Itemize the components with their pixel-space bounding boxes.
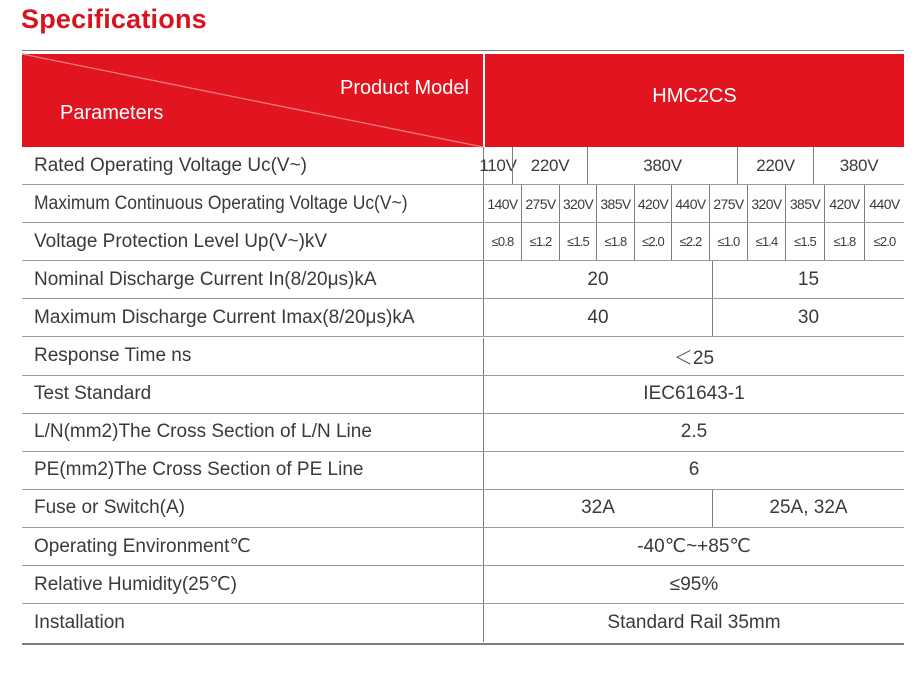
value-cell: ≤95% [669,573,719,595]
parameter-label [22,604,484,642]
header-parameters-cell [22,54,483,147]
value-cell: 380V [813,147,904,184]
parameter-values [484,604,904,642]
value-cell: 440V [671,185,709,222]
value-cell: 420V [824,185,864,222]
value-cell: 440V [864,185,904,222]
parameter-label-text: Installation [34,612,125,634]
value-cell: ≤1.5 [785,223,824,260]
table-row [22,261,904,299]
parameter-label [22,223,484,260]
value-cell: 275V [521,185,559,222]
value-cell: ≤1.8 [596,223,634,260]
parameter-label-text: Response Time ns [34,345,192,366]
table-row [22,566,904,604]
parameter-label [22,299,484,336]
parameter-values [484,261,904,298]
value-cell: 420V [634,185,671,222]
value-cell: ≤1.4 [747,223,785,260]
value-cell: Standard Rail 35mm [607,612,781,634]
value-cell: 220V [737,147,813,184]
parameter-values [484,490,904,527]
value-cell: ≤2.0 [864,223,904,260]
parameter-label-text: L/N(mm2)The Cross Section of L/N Line [34,421,372,443]
value-cell: 25A, 32A [712,490,904,527]
value-cell: 15 [712,261,904,298]
parameter-label-text: Maximum Discharge Current Imax(8/20μs)kA [34,306,415,328]
parameter-values [484,299,904,336]
parameter-label [22,452,484,489]
parameter-label [22,338,484,375]
header-parameters-label: Parameters [60,102,164,124]
parameter-label-text: Rated Operating Voltage Uc(V~) [34,154,308,176]
value-cell: 110V [479,155,517,175]
value-cell: 2.5 [680,421,708,443]
table-row [22,338,904,376]
table-row [22,452,904,490]
value-cell: 275V [709,185,747,222]
parameter-label [22,376,484,413]
value-cell: ≤1.0 [709,223,747,260]
parameter-label-text: Voltage Protection Level Up(V~)kV [34,230,328,252]
table-row [22,223,904,261]
parameter-label-text: Relative Humidity(25℃) [34,574,237,596]
table-row [22,604,904,642]
parameter-values [484,223,904,260]
parameter-label [22,528,484,565]
parameter-label [22,185,484,222]
parameter-values [484,566,904,603]
specifications-table [22,50,904,645]
table-row [22,376,904,414]
parameter-values [484,528,904,565]
table-row [22,490,904,528]
value-cell: 380V [587,147,737,184]
value-cell: ≤1.8 [824,223,864,260]
parameter-values [484,452,904,489]
value-cell: 20 [587,268,609,290]
page-title: Specifications [21,4,207,34]
value-cell: 385V [596,185,634,222]
value-cell: ≤1.2 [521,223,559,260]
value-cell: ≤2.0 [634,223,671,260]
value-cell: -40℃~+85℃ [637,536,751,557]
parameter-values [484,376,904,413]
value-cell: ≤1.5 [559,223,596,260]
value-cell: 40 [587,306,609,328]
value-cell: ＜25 [673,347,715,369]
parameter-values [479,147,904,184]
table-row [22,414,904,452]
parameter-label [22,261,484,298]
parameter-label-text: Nominal Discharge Current In(8/20μs)kA [34,268,377,290]
value-cell: ≤0.8 [491,234,514,250]
table-row [22,528,904,566]
header-diagonal-line [22,54,483,147]
parameter-label [22,566,484,603]
value-cell: 320V [747,185,785,222]
header-product-model-label: Product Model [340,77,469,99]
value-cell: 320V [559,185,596,222]
value-cell: 30 [712,299,904,336]
header-model-value: HMC2CS [652,85,737,107]
parameter-values [484,414,904,451]
parameter-label-text: Operating Environment℃ [34,536,251,557]
parameter-label-text: PE(mm2)The Cross Section of PE Line [34,459,364,481]
parameter-label [22,490,484,527]
parameter-label-text: Test Standard [34,383,152,405]
table-row [22,147,904,185]
value-cell: IEC61643-1 [643,383,745,405]
parameter-label-text: Fuse or Switch(A) [34,497,185,519]
value-cell: 140V [487,195,518,212]
parameter-values [484,338,904,375]
value-cell: ≤2.2 [671,223,709,260]
value-cell: 6 [688,459,700,481]
value-cell: 220V [512,147,587,184]
value-cell: 385V [785,185,824,222]
value-cell: 32A [581,497,615,519]
parameter-values [484,185,904,222]
header-model-cell [485,54,904,147]
parameter-label [22,414,484,451]
table-row [22,299,904,337]
table-row [22,185,904,223]
parameter-label [22,147,484,184]
parameter-label-text: Maximum Continuous Operating Voltage Uc(V~) [34,192,408,214]
